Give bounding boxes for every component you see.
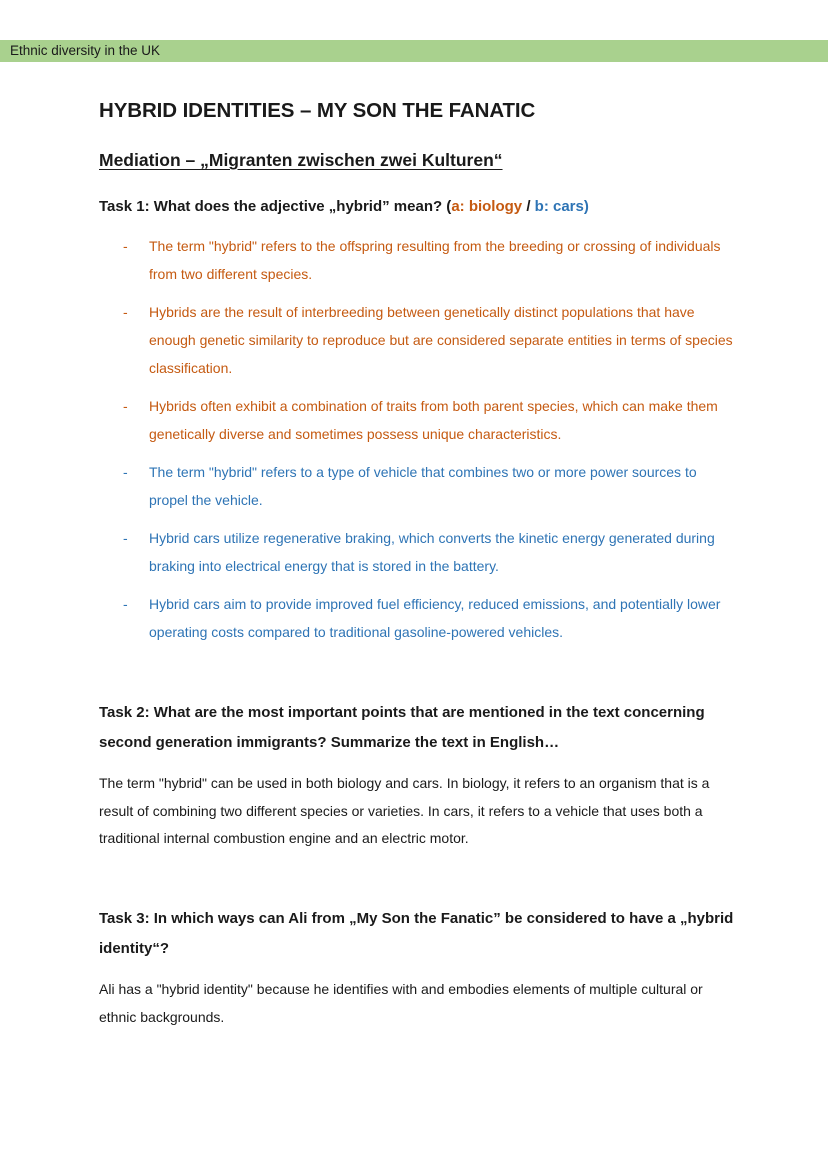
bullet-text: The term "hybrid" refers to a type of vehicle that combines two or more power sources to propel the vehicle. bbox=[149, 464, 697, 508]
task1-bullet-biology bbox=[99, 298, 739, 382]
bullet-dash: - bbox=[123, 304, 128, 320]
bullet-text: Hybrids often exhibit a combination of traits from both parent species, which can make them genetically diverse and sometimes possess unique characteristics. bbox=[149, 398, 718, 442]
task1-question bbox=[99, 192, 739, 222]
bullet-text: Hybrid cars utilize regenerative braking, which converts the kinetic energy generated during braking into electrical energy that is stored in the battery. bbox=[149, 530, 715, 574]
header-label: Ethnic diversity in the UK bbox=[10, 43, 161, 58]
task1-bullet-cars bbox=[99, 458, 739, 514]
task1-label-biology: a: biology bbox=[451, 198, 523, 215]
task1-bullet-list bbox=[99, 232, 739, 656]
bullet-dash: - bbox=[123, 530, 128, 546]
page-title: HYBRID IDENTITIES – MY SON THE FANATIC bbox=[99, 99, 536, 122]
task2-question: Task 2: What are the most important points that are mentioned in the text concerning second generation immigrants? Summarize the text in English… bbox=[99, 704, 705, 751]
bullet-dash: - bbox=[123, 464, 128, 480]
task1-bullet-cars bbox=[99, 524, 739, 580]
task1-bullet-biology bbox=[99, 232, 739, 288]
task1-separator: / bbox=[522, 198, 535, 215]
task1-question-suffix: ) bbox=[583, 198, 589, 215]
page-subtitle: Mediation – „Migranten zwischen zwei Kulturen“ bbox=[99, 150, 503, 170]
bullet-dash: - bbox=[123, 238, 128, 254]
task3-answer: Ali has a "hybrid identity" because he identifies with and embodies elements of multiple cultural or ethnic backgrounds. bbox=[99, 981, 703, 1025]
task1-question-prefix: Task 1: What does the adjective „hybrid” mean? ( bbox=[99, 198, 452, 215]
task3-question: Task 3: In which ways can Ali from „My Son the Fanatic” be considered to have a „hybrid identity“? bbox=[99, 910, 734, 957]
bullet-text: Hybrid cars aim to provide improved fuel efficiency, reduced emissions, and potentially lower operating costs compared to traditional gasoline-powered vehicles. bbox=[149, 596, 721, 640]
task2-answer: The term "hybrid" can be used in both biology and cars. In biology, it refers to an organism that is a result of combining two different species or varieties. In cars, it refers to a vehicle that uses both a traditional internal combustion engine and an electric motor. bbox=[99, 775, 710, 846]
bullet-dash: - bbox=[123, 398, 128, 414]
bullet-text: The term "hybrid" refers to the offspring resulting from the breeding or crossing of individuals from two different species. bbox=[149, 238, 721, 282]
bullet-text: Hybrids are the result of interbreeding between genetically distinct populations that have enough genetic similarity to reproduce but are considered separate entities in terms of species classification. bbox=[149, 304, 733, 376]
header-bar bbox=[0, 40, 828, 62]
task1-label-cars: b: cars bbox=[534, 198, 584, 215]
task1-bullet-biology bbox=[99, 392, 739, 448]
bullet-dash: - bbox=[123, 596, 128, 612]
task1-bullet-cars bbox=[99, 590, 739, 646]
